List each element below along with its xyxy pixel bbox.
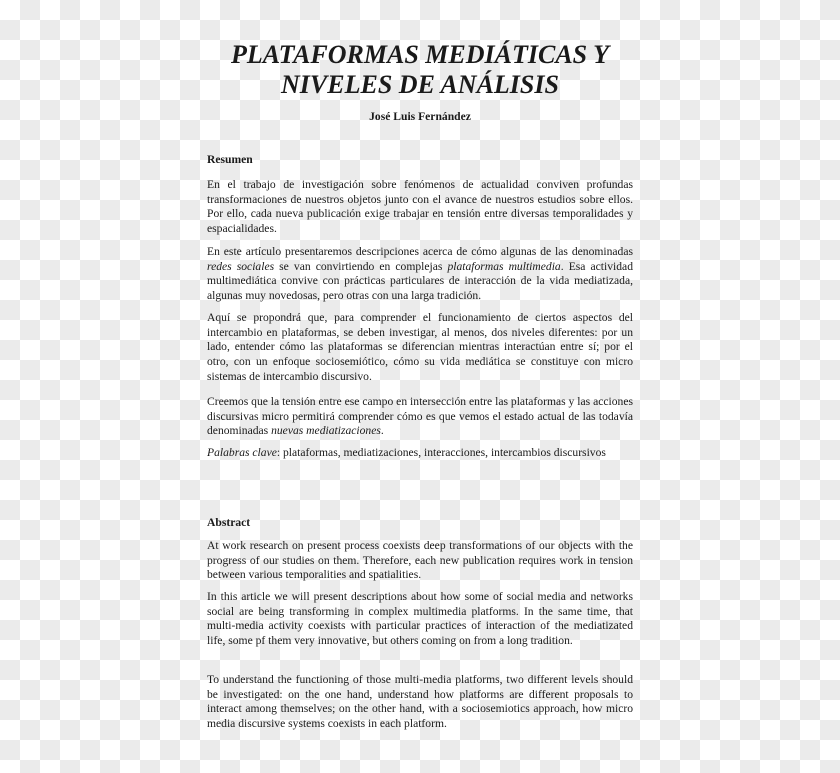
- resumen-paragraph-3: Aquí se propondrá que, para comprender el funcionamiento de ciertos aspectos del intercambio en plataformas, se deben investigar, al menos, dos niveles diferentes: por un lado, entender cómo las plataformas se diferencian mientras interactúan entre sí; por el otro, con un enfoque sociosemiótico, cómo su vida mediática se constituye con micro sistemas de intercambio discursivo.: [207, 311, 633, 383]
- document-title: [0, 40, 840, 100]
- text: .: [380, 424, 384, 438]
- text: Creemos que la tensión entre ese campo en intersección entre las plataformas y las acciones discursivas micro permitirá comprender cómo es que vemos el estado actual de las todavía denominadas: [207, 395, 633, 438]
- abstract-paragraph-1: At work research on present process coexists deep transformations of our objects with the progress of our studies on them. Therefore, each new publication requires work in tension between various temporalities and spatialities.: [207, 539, 633, 582]
- text: . Esa actividad multimediática convive con prácticas particulares de interacción de la vida mediatizada, algunas muy novedosas, pero otras con una larga tradición.: [207, 259, 633, 303]
- resumen-paragraph-4: [207, 395, 633, 439]
- keywords-label: Palabras clave: [207, 446, 277, 459]
- resumen-heading: Resumen: [207, 153, 253, 166]
- author: José Luis Fernández: [369, 110, 471, 123]
- title-line-1: PLATAFORMAS MEDIÁTICAS Y: [230, 40, 610, 69]
- italic-term: plataformas multimedia: [447, 259, 561, 273]
- italic-term: redes sociales: [207, 259, 275, 273]
- resumen-paragraph-1: En el trabajo de investigación sobre fenómenos de actualidad conviven profundas transformaciones de nuestros objetos junto con el avance de nuestros estudios sobre ellos. Por ello, cada nueva publicación exige trabajar en tensión entre diversas temporalidades y espacialidades.: [207, 178, 633, 236]
- text: se van convirtiendo en complejas: [274, 259, 448, 273]
- keywords-list: : plataformas, mediatizaciones, interacciones, intercambios discursivos: [276, 446, 606, 459]
- abstract-paragraph-3: To understand the functioning of those multi-media platforms, two different levels should be investigated: on the one hand, understand how platforms are different proposals to interact among themselves; on the other hand, with a sociosemiotics approach, how micro media discursive systems coexists in each platform.: [207, 673, 633, 731]
- abstract-heading: Abstract: [207, 516, 251, 529]
- abstract-paragraph-2: In this article we will present descriptions about how some of social media and networks social are being transforming in complex multimedia platforms. In the same time, that multi-media activity coexists with particular practices of interaction of the mediatizated life, some pf them very innovative, but others coming on from a long tradition.: [207, 590, 633, 648]
- italic-term: nuevas mediatizaciones: [271, 424, 381, 438]
- text: En este artículo presentaremos descripciones acerca de cómo algunas de las denominadas: [207, 245, 633, 258]
- keywords: [207, 446, 633, 461]
- title-line-2: NIVELES DE ANÁLISIS: [281, 70, 559, 99]
- resumen-paragraph-2: [207, 245, 633, 304]
